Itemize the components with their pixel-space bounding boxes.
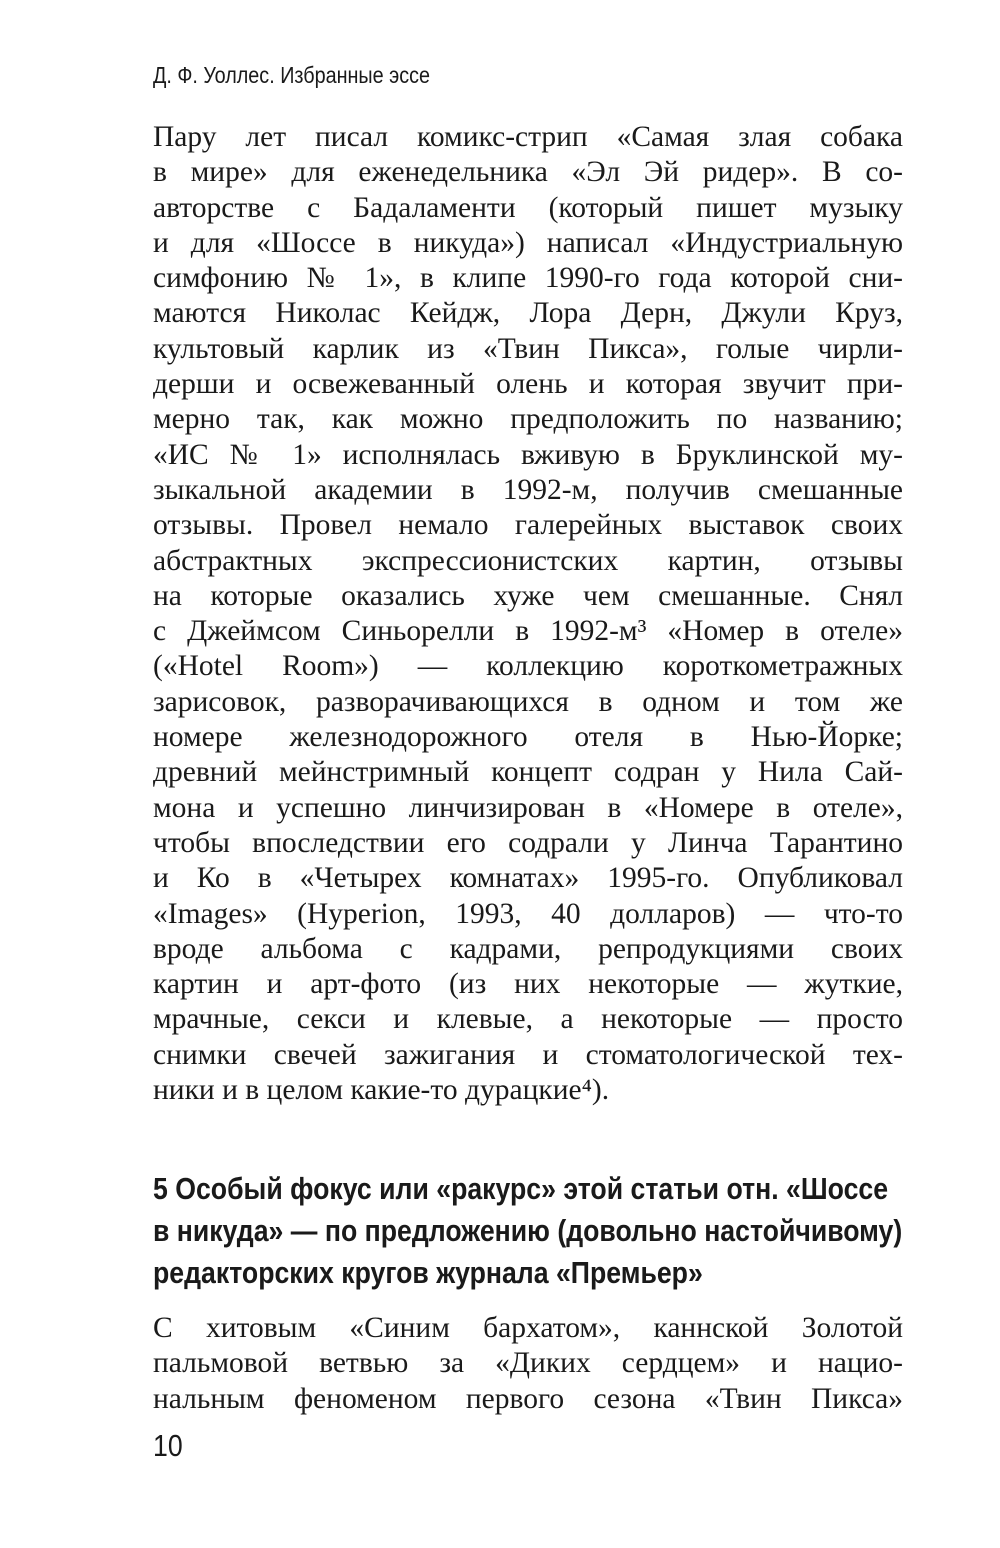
- running-header: Д. Ф. Уоллес. Избранные эссе: [153, 62, 431, 88]
- text-line: нальным феноменом первого сезона «Твин Пикса»: [153, 1382, 903, 1415]
- text-line: дерши и освежеванный олень и которая звучит при-: [153, 368, 903, 401]
- text-line: маются Николас Кейдж, Лора Дерн, Джули Круз,: [153, 297, 903, 330]
- text-line: абстрактных экспрессионистских картин, отзывы: [153, 544, 903, 577]
- text-line: чтобы впоследствии его содрали у Линча Тарантино: [153, 826, 903, 859]
- text-line: авторстве с Бадаламенти (который пишет музыку: [153, 191, 903, 224]
- text-line: зыкальной академии в 1992-м, получив смешанные: [153, 473, 903, 506]
- text-line: картин и арт-фото (из них некоторые — жуткие,: [153, 968, 903, 1001]
- text-line: пальмовой ветвью за «Диких сердцем» и нацио-: [153, 1347, 903, 1380]
- text-line: номере железнодорожного отеля в Нью-Йорке;: [153, 721, 903, 754]
- text-line: отзывы. Провел немало галерейных выставок своих: [153, 509, 903, 542]
- page-number: 10: [153, 1428, 183, 1463]
- text-line: «ИС № 1» исполнялась вживую в Бруклинской му-: [153, 438, 903, 471]
- text-line: Пару лет писал комикс-стрип «Самая злая собака: [153, 121, 903, 153]
- text-line: снимки свечей зажигания и стоматологической тех-: [153, 1038, 903, 1071]
- text-line: мерно так, как можно предположить по названию;: [153, 403, 903, 436]
- heading-line: редакторских кругов журнала «Премьер»: [153, 1255, 703, 1290]
- text-line: в мире» для еженедельника «Эл Эй ридер». В со-: [153, 156, 903, 189]
- paragraph-2: [153, 1311, 903, 1417]
- text-line: мона и успешно линчизирован в «Номере в отеле»,: [153, 791, 903, 824]
- section-heading: [153, 1168, 903, 1294]
- heading-line: 5 Особый фокус или «ракурс» этой статьи отн. «Шоссе: [153, 1171, 889, 1206]
- text-line: зарисовок, разворачивающихся в одном и том же: [153, 685, 903, 718]
- text-line: древний мейнстримный концепт содран у Нила Сай-: [153, 756, 903, 789]
- text-line: и Ко в «Четырех комнатах» 1995-го. Опубликовал: [153, 862, 903, 895]
- paragraph-1: [153, 120, 903, 1108]
- heading-line: в никуда» — по предложению (довольно настойчивому): [153, 1213, 903, 1248]
- text-line: с Джеймсом Синьорелли в 1992-м³ «Номер в отеле»: [153, 615, 903, 648]
- text-line: культовый карлик из «Твин Пикса», голые чирли-: [153, 332, 903, 365]
- text-line: мрачные, секси и клевые, а некоторые — просто: [153, 1003, 903, 1036]
- text-line: ники и в целом какие-то дурацкие⁴).: [153, 1074, 610, 1107]
- text-line: симфонию № 1», в клипе 1990-го года которой сни-: [153, 262, 903, 295]
- text-line: («Hotel Room») — коллекцию короткометражных: [153, 650, 903, 683]
- text-line: С хитовым «Синим бархатом», каннской Золотой: [153, 1312, 903, 1344]
- text-line: «Images» (Hyperion, 1993, 40 долларов) — что-то: [153, 897, 903, 930]
- text-line: вроде альбома с кадрами, репродукциями своих: [153, 932, 903, 965]
- text-line: и для «Шоссе в никуда») написал «Индустриальную: [153, 226, 903, 259]
- text-line: на которые оказались хуже чем смешанные. Снял: [153, 579, 903, 612]
